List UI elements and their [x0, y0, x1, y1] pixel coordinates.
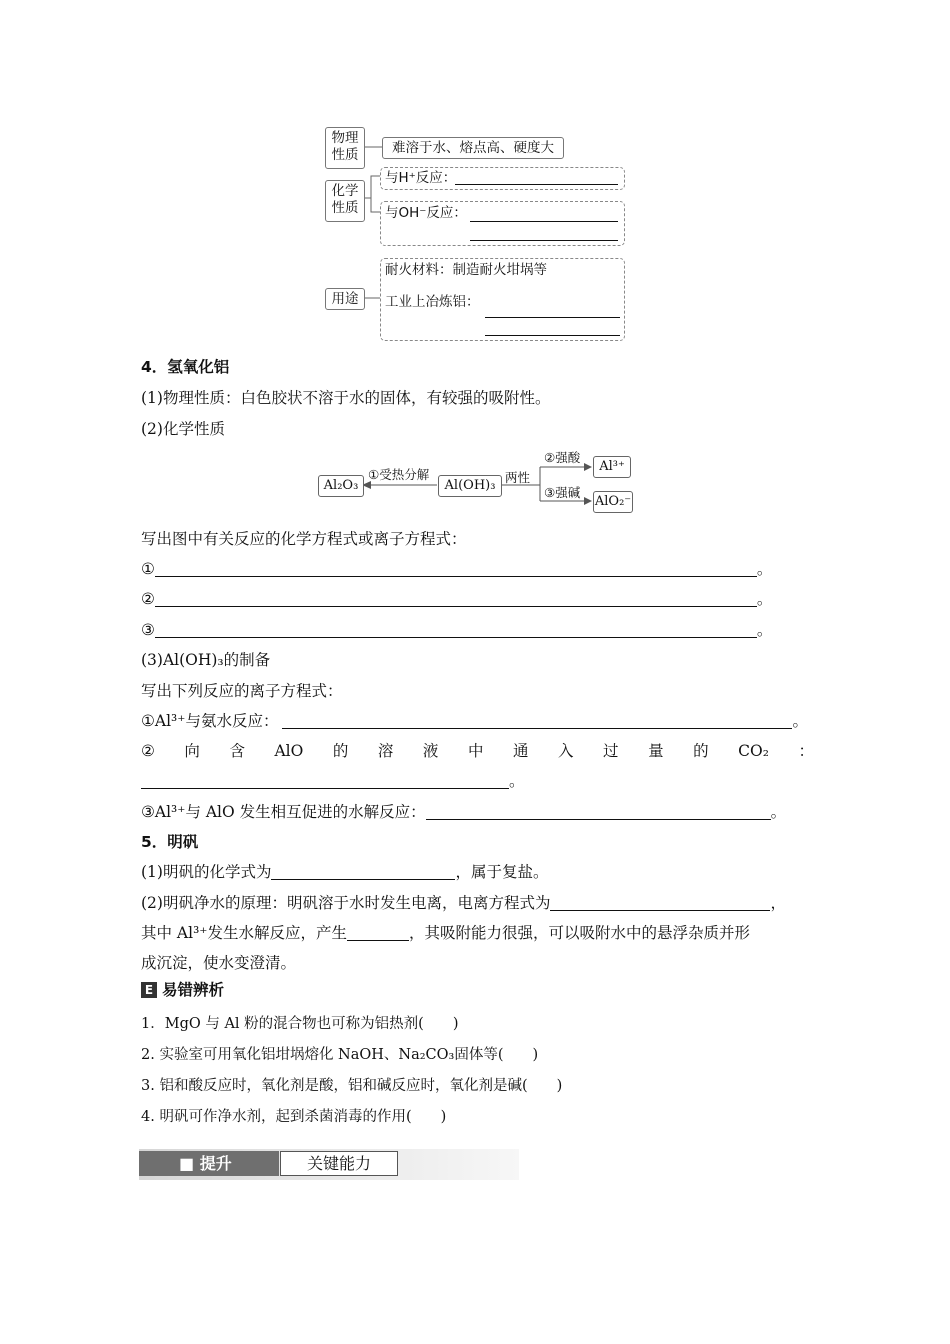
prep-question-1: ①Al³⁺与氨水反应： 。	[141, 712, 808, 730]
aloh3-physical-property: (1)物理性质：白色胶状不溶于水的固体，有较强的吸附性。	[141, 389, 551, 407]
alum-principle-line-1: (2)明矾净水的原理：明矾溶于水时发生电离，电离方程式为 ，	[141, 894, 786, 912]
error-analysis-title: 易错辨析	[162, 981, 225, 999]
banner-left-tab: ■ 提升	[139, 1151, 279, 1176]
al3-ion-box: Al³⁺	[593, 456, 631, 478]
error-item-2: 2. 实验室可用氧化铝坩埚熔化 NaOH、Na₂CO₃固体等( )	[141, 1047, 539, 1063]
preparation-prompt: 写出下列反应的离子方程式：	[141, 682, 343, 700]
h-reaction-label: 与H⁺反应：	[385, 170, 457, 186]
alum-principle-line-3: 成沉淀，使水变澄清。	[141, 954, 297, 972]
equation-line-2: ② 。	[141, 590, 773, 608]
physical-property-value: 难溶于水、熔点高、硬度大	[382, 137, 564, 159]
physical-property-label: 物理性质	[325, 127, 365, 169]
preparation-title: (3)Al(OH)₃的制备	[141, 651, 271, 669]
equation-number-2: ②	[141, 590, 155, 608]
error-analysis-icon: E	[141, 982, 157, 998]
equation-number-1: ①	[141, 560, 155, 578]
alum-formula-question: (1)明矾的化学式为 ，属于复盐。	[141, 863, 549, 881]
equation-line-3: ③ 。	[141, 621, 773, 639]
alum-product-blank[interactable]	[347, 924, 409, 941]
prep-question-2-answer: 。	[141, 771, 525, 791]
equation-line-1: ① 。	[141, 560, 773, 578]
use-label: 用途	[325, 288, 365, 310]
key-ability-banner	[139, 1149, 519, 1180]
prep-blank-2[interactable]	[141, 772, 509, 789]
oh-reaction-label: 与OH⁻反应：	[385, 205, 467, 221]
error-item-1: 1．MgO 与 Al 粉的混合物也可称为铝热剂( )	[141, 1016, 459, 1032]
prep-question-2: ② 向 含 AlO 的 溶 液 中 通 入 过 量 的 CO₂ ：	[141, 742, 814, 760]
equation-blank-1[interactable]	[155, 560, 757, 577]
strong-base-label: ③强碱	[544, 485, 581, 500]
strong-acid-label: ②强酸	[544, 450, 581, 465]
use-refractory: 耐火材料：制造耐火坩埚等	[385, 262, 547, 278]
al2o3-box: Al₂O₃	[318, 475, 364, 497]
equation-blank-2[interactable]	[155, 590, 757, 607]
section-4-heading: 4．氢氧化铝	[141, 358, 230, 376]
equation-number-3: ③	[141, 621, 155, 639]
error-item-3: 3. 铝和酸反应时，氧化剂是酸，铝和碱反应时，氧化剂是碱( )	[141, 1078, 563, 1094]
error-item-4: 4. 明矾可作净水剂，起到杀菌消毒的作用( )	[141, 1109, 447, 1125]
amphoteric-label: 两性	[505, 470, 531, 485]
use-smelting: 工业上冶炼铝：	[385, 294, 480, 310]
reaction-arrows	[0, 0, 950, 520]
aloh3-box: Al(OH)₃	[438, 475, 502, 497]
alo2-ion-box: AlO₂⁻	[593, 491, 633, 513]
chemical-property-label: 化学性质	[325, 180, 365, 222]
prep-blank-3[interactable]	[426, 803, 771, 820]
equation-prompt: 写出图中有关反应的化学方程式或离子方程式：	[141, 530, 467, 548]
prep-blank-1[interactable]	[282, 712, 792, 729]
aloh3-chemical-property: (2)化学性质	[141, 420, 225, 438]
prep-question-3: ③Al³⁺与 AlO 发生相互促进的水解反应： 。	[141, 803, 787, 821]
equation-blank-3[interactable]	[155, 621, 757, 638]
alum-formula-blank[interactable]	[271, 863, 455, 880]
heat-decomposition-label: ①受热分解	[368, 467, 430, 482]
alum-ionization-blank[interactable]	[550, 894, 770, 911]
alum-principle-line-2: 其中 Al³⁺发生水解反应，产生 ，其吸附能力很强，可以吸附水中的悬浮杂质并形	[141, 924, 750, 942]
section-5-heading: 5．明矾	[141, 833, 199, 851]
banner-right-tab: 关键能力	[280, 1151, 398, 1176]
